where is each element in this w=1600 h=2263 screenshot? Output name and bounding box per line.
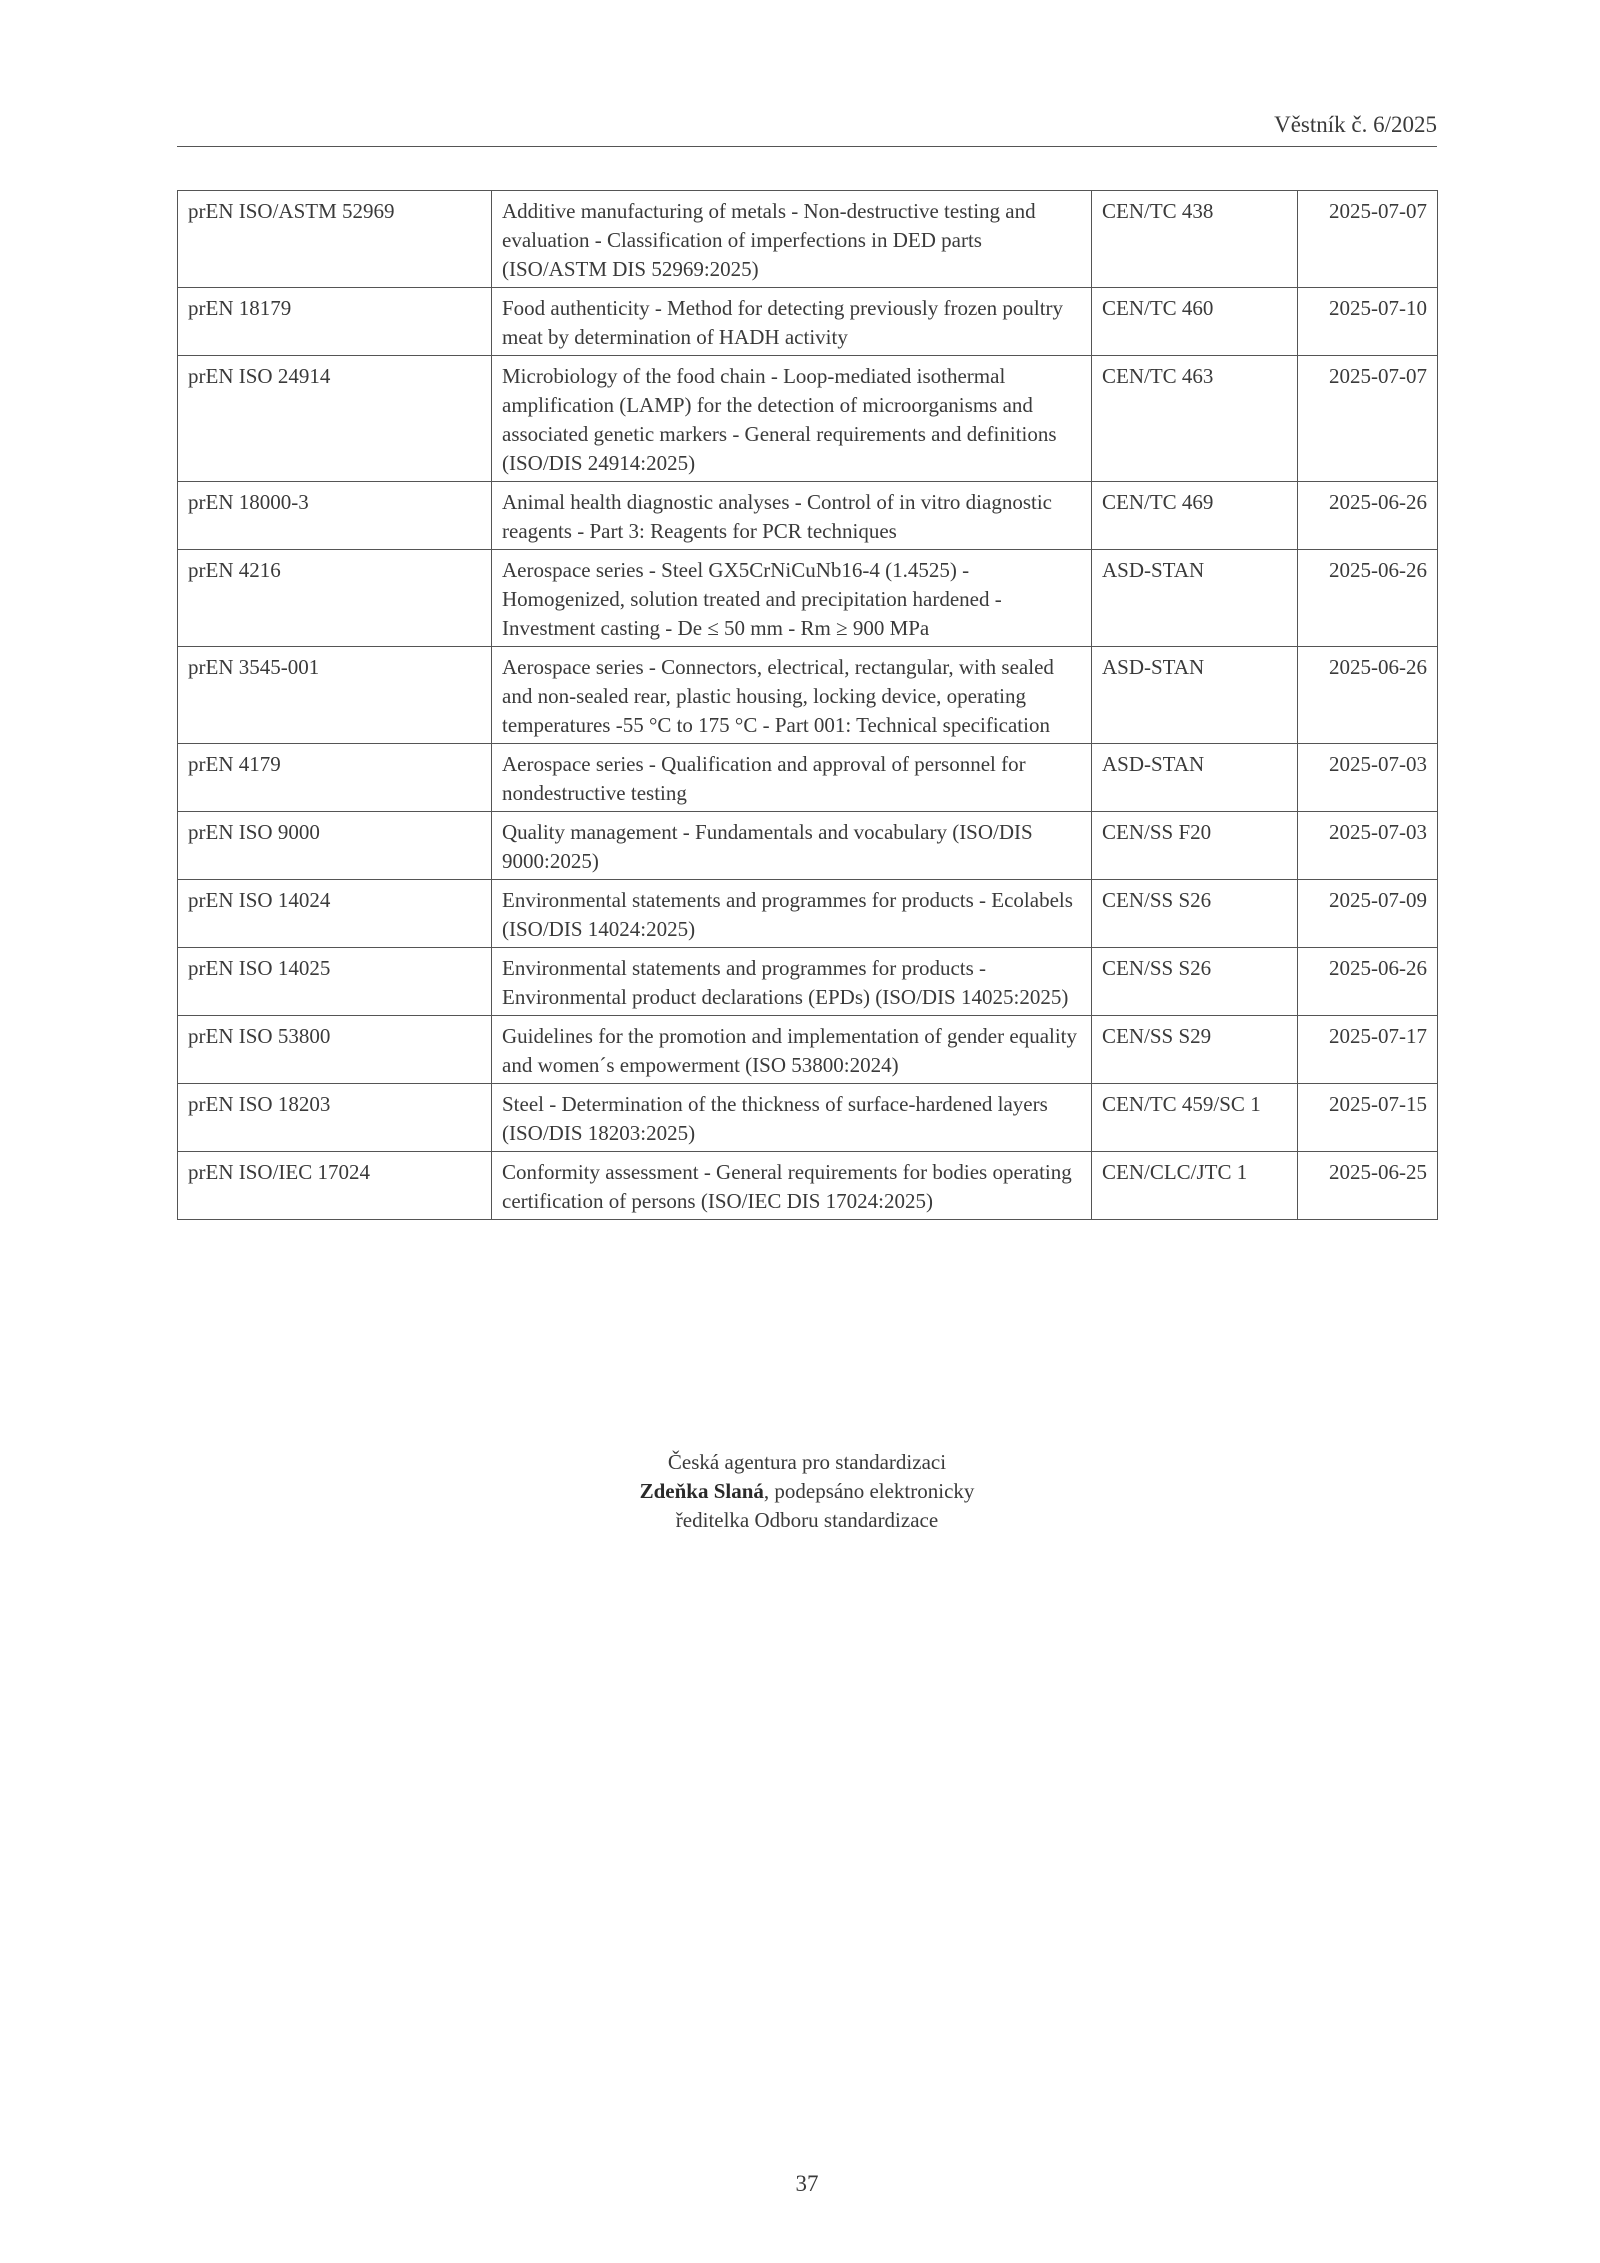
standard-title-cell: Animal health diagnostic analyses - Control of in vitro diagnostic reagents - Part 3: Reagents for PCR techniques: [492, 482, 1092, 550]
committee-cell: CEN/SS S26: [1092, 880, 1298, 948]
table-row: [178, 482, 1438, 550]
table-row: [178, 647, 1438, 744]
standard-title-cell: Aerospace series - Qualification and approval of personnel for nondestructive testing: [492, 744, 1092, 812]
signatory-line: [177, 1477, 1437, 1506]
standard-code-cell: prEN 4216: [178, 550, 492, 647]
committee-cell: CEN/TC 463: [1092, 356, 1298, 482]
committee-cell: ASD-STAN: [1092, 744, 1298, 812]
committee-cell: CEN/TC 459/SC 1: [1092, 1084, 1298, 1152]
standard-title-cell: Microbiology of the food chain - Loop-mediated isothermal amplification (LAMP) for the detection of microorganisms and associated genetic markers - General requirements and definitions (ISO/DIS 24914:2025): [492, 356, 1092, 482]
deadline-date-cell: 2025-06-26: [1298, 647, 1438, 744]
deadline-date-cell: 2025-07-17: [1298, 1016, 1438, 1084]
deadline-date-cell: 2025-06-25: [1298, 1152, 1438, 1220]
standards-table: [177, 190, 1438, 1220]
table-row: [178, 356, 1438, 482]
committee-cell: CEN/CLC/JTC 1: [1092, 1152, 1298, 1220]
standard-code-cell: prEN ISO 18203: [178, 1084, 492, 1152]
deadline-date-cell: 2025-07-07: [1298, 356, 1438, 482]
standard-code-cell: prEN ISO 9000: [178, 812, 492, 880]
signatory-name: Zdeňka Slaná: [639, 1479, 764, 1503]
table-row: [178, 880, 1438, 948]
deadline-date-cell: 2025-07-03: [1298, 812, 1438, 880]
committee-cell: CEN/SS S26: [1092, 948, 1298, 1016]
standard-title-cell: Environmental statements and programmes for products - Ecolabels (ISO/DIS 14024:2025): [492, 880, 1092, 948]
standard-title-cell: Quality management - Fundamentals and vocabulary (ISO/DIS 9000:2025): [492, 812, 1092, 880]
table-row: [178, 1152, 1438, 1220]
signatory-role: ředitelka Odboru standardizace: [675, 1508, 939, 1532]
standard-code-cell: prEN ISO/ASTM 52969: [178, 191, 492, 288]
standard-title-cell: Aerospace series - Steel GX5CrNiCuNb16-4 (1.4525) - Homogenized, solution treated and precipitation hardened - Investment casting - De ≤ 50 mm - Rm ≥ 900 MPa: [492, 550, 1092, 647]
standard-code-cell: prEN ISO 14025: [178, 948, 492, 1016]
standard-title-cell: Environmental statements and programmes for products - Environmental product declarations (EPDs) (ISO/DIS 14025:2025): [492, 948, 1092, 1016]
deadline-date-cell: 2025-06-26: [1298, 482, 1438, 550]
standard-code-cell: prEN 18179: [178, 288, 492, 356]
committee-cell: ASD-STAN: [1092, 647, 1298, 744]
deadline-date-cell: 2025-07-07: [1298, 191, 1438, 288]
standard-title-cell: Additive manufacturing of metals - Non-destructive testing and evaluation - Classification of imperfections in DED parts (ISO/ASTM DIS 52969:2025): [492, 191, 1092, 288]
standards-table-body: [178, 191, 1438, 1220]
table-row: [178, 744, 1438, 812]
standard-code-cell: prEN ISO/IEC 17024: [178, 1152, 492, 1220]
committee-cell: CEN/TC 438: [1092, 191, 1298, 288]
standard-title-cell: Steel - Determination of the thickness of surface-hardened layers (ISO/DIS 18203:2025): [492, 1084, 1092, 1152]
page-number: 37: [795, 2171, 819, 2196]
table-row: [178, 812, 1438, 880]
table-row: [178, 191, 1438, 288]
standard-code-cell: prEN 18000-3: [178, 482, 492, 550]
standard-code-cell: prEN ISO 24914: [178, 356, 492, 482]
page-header: [177, 112, 1437, 147]
table-row: [178, 948, 1438, 1016]
standard-code-cell: prEN ISO 53800: [178, 1016, 492, 1084]
standard-code-cell: prEN 3545-001: [178, 647, 492, 744]
deadline-date-cell: 2025-07-15: [1298, 1084, 1438, 1152]
standard-title-cell: Food authenticity - Method for detecting previously frozen poultry meat by determination of HADH activity: [492, 288, 1092, 356]
signed-note: , podepsáno elektronicky: [763, 1479, 975, 1503]
deadline-date-cell: 2025-06-26: [1298, 550, 1438, 647]
signature-block: [177, 1448, 1437, 1535]
agency-name: Česká agentura pro standardizaci: [667, 1450, 947, 1474]
deadline-date-cell: 2025-07-10: [1298, 288, 1438, 356]
standard-code-cell: prEN ISO 14024: [178, 880, 492, 948]
standard-title-cell: Conformity assessment - General requirements for bodies operating certification of persons (ISO/IEC DIS 17024:2025): [492, 1152, 1092, 1220]
committee-cell: CEN/TC 460: [1092, 288, 1298, 356]
committee-cell: CEN/TC 469: [1092, 482, 1298, 550]
committee-cell: CEN/SS S29: [1092, 1016, 1298, 1084]
table-row: [178, 550, 1438, 647]
standard-title-cell: Aerospace series - Connectors, electrical, rectangular, with sealed and non-sealed rear, plastic housing, locking device, operating temperatures -55 °C to 175 °C - Part 001: Technical specification: [492, 647, 1092, 744]
committee-cell: CEN/SS F20: [1092, 812, 1298, 880]
bulletin-title: Věstník č. 6/2025: [1274, 112, 1437, 137]
table-row: [178, 1016, 1438, 1084]
table-row: [178, 1084, 1438, 1152]
deadline-date-cell: 2025-07-03: [1298, 744, 1438, 812]
deadline-date-cell: 2025-06-26: [1298, 948, 1438, 1016]
standard-code-cell: prEN 4179: [178, 744, 492, 812]
table-row: [178, 288, 1438, 356]
standard-title-cell: Guidelines for the promotion and implementation of gender equality and women´s empowerment (ISO 53800:2024): [492, 1016, 1092, 1084]
deadline-date-cell: 2025-07-09: [1298, 880, 1438, 948]
committee-cell: ASD-STAN: [1092, 550, 1298, 647]
